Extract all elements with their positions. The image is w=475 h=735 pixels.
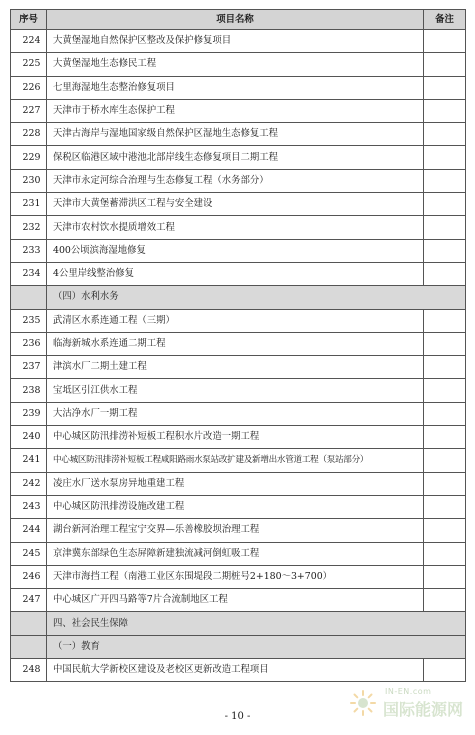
row-remark [424,472,466,495]
header-remark: 备注 [424,10,466,30]
row-no: 241 [11,449,47,472]
table-row [11,542,466,565]
table-row [11,123,466,146]
row-remark [424,565,466,588]
section-title: （一）教育 [47,635,466,658]
row-name: 天津市农村饮水提质增效工程 [47,216,424,239]
table-row [11,216,466,239]
row-name: 宝坻区引江供水工程 [47,379,424,402]
row-name: 大黄堡湿地自然保护区整改及保护修复项目 [47,30,424,53]
page-number: - 10 - [224,711,251,722]
row-name: 4公里岸线整治修复 [47,262,424,285]
row-remark [424,53,466,76]
row-remark [424,542,466,565]
section-title: 四、社会民生保障 [47,612,466,635]
row-name: 武清区水系连通工程（三期） [47,309,424,332]
row-remark [424,402,466,425]
table-row [11,565,466,588]
row-name: 天津古海岸与湿地国家级自然保护区湿地生态修复工程 [47,123,424,146]
row-name: 中心城区广开四马路等7片合流制地区工程 [47,589,424,612]
row-name: 大黄堡湿地生态修民工程 [47,53,424,76]
table-row [11,402,466,425]
sun-logo-icon [349,689,377,717]
row-remark [424,309,466,332]
row-name: 保税区临港区域中港池北部岸线生态修复项目二期工程 [47,146,424,169]
row-name: 400公顷滨海湿地修复 [47,239,424,262]
row-remark [424,379,466,402]
row-remark [424,193,466,216]
table-row [11,472,466,495]
row-remark [424,495,466,518]
row-name: 天津市永定河综合治理与生态修复工程（水务部分） [47,169,424,192]
table-row [11,30,466,53]
section-row-livelihood [11,612,466,635]
row-no: 225 [11,53,47,76]
section-spacer [11,286,47,309]
row-name: 天津市于桥水库生态保护工程 [47,99,424,122]
row-name: 天津市大黄堡蓄滞洪区工程与安全建设 [47,193,424,216]
row-no: 246 [11,565,47,588]
row-remark [424,356,466,379]
row-no: 228 [11,123,47,146]
table-row [11,379,466,402]
table-row [11,449,466,472]
row-name: 京津冀东部绿色生态屏障新建独流减河倒虹吸工程 [47,542,424,565]
watermark-brand: 国际能源网 [383,700,464,719]
row-no: 229 [11,146,47,169]
row-name: 大沽净水厂一期工程 [47,402,424,425]
watermark [349,687,469,721]
table-row [11,53,466,76]
row-remark [424,216,466,239]
row-no: 244 [11,519,47,542]
row-no: 242 [11,472,47,495]
table-row [11,193,466,216]
watermark-site: IN-EN.com [385,687,432,696]
table-row [11,589,466,612]
row-remark [424,449,466,472]
row-no: 248 [11,659,47,682]
row-no: 235 [11,309,47,332]
row-no: 240 [11,426,47,449]
table-row [11,239,466,262]
table-row [11,659,466,682]
row-remark [424,262,466,285]
row-no: 245 [11,542,47,565]
row-name: 凌庄水厂送水泵房异地重建工程 [47,472,424,495]
table-row [11,146,466,169]
table-row [11,495,466,518]
table-row [11,262,466,285]
table-row [11,309,466,332]
table-row [11,332,466,355]
table-row [11,426,466,449]
row-name: 中国民航大学新校区建设及老校区更新改造工程项目 [47,659,424,682]
row-no: 238 [11,379,47,402]
row-no: 236 [11,332,47,355]
row-no: 234 [11,262,47,285]
row-name: 中心城区防汛排涝设施改建工程 [47,495,424,518]
row-remark [424,426,466,449]
row-remark [424,146,466,169]
row-name: 中心城区防汛排涝补短板工程积水片改造一期工程 [47,426,424,449]
row-no: 239 [11,402,47,425]
row-no: 247 [11,589,47,612]
row-no: 226 [11,76,47,99]
row-remark [424,76,466,99]
header-name: 项目名称 [47,10,424,30]
section-row-water [11,286,466,309]
row-name: 七里海湿地生态整治修复项目 [47,76,424,99]
table-row [11,76,466,99]
row-name: 津滨水厂二期土建工程 [47,356,424,379]
row-no: 237 [11,356,47,379]
row-remark [424,332,466,355]
row-remark [424,239,466,262]
table-row [11,356,466,379]
row-no: 227 [11,99,47,122]
section-spacer [11,635,47,658]
row-no: 230 [11,169,47,192]
row-remark [424,519,466,542]
row-remark [424,99,466,122]
row-name: 中心城区防汛排涝补短板工程咸阳路雨水泵站改扩建及新增出水管道工程（泵站部分） [47,449,424,472]
section-spacer [11,612,47,635]
header-no: 序号 [11,10,47,30]
row-remark [424,589,466,612]
row-remark [424,169,466,192]
row-name: 湖台新河治理工程宝宁交界—乐善橡胶坝治理工程 [47,519,424,542]
row-remark [424,30,466,53]
table-header-row [11,10,466,30]
table-row [11,519,466,542]
row-name: 临海新城水系连通二期工程 [47,332,424,355]
row-remark [424,659,466,682]
project-table [10,9,466,682]
row-no: 243 [11,495,47,518]
table-row [11,99,466,122]
table-row [11,169,466,192]
row-no: 232 [11,216,47,239]
row-no: 233 [11,239,47,262]
row-no: 231 [11,193,47,216]
row-remark [424,123,466,146]
section-row-education [11,635,466,658]
row-no: 224 [11,30,47,53]
section-title: （四）水利水务 [47,286,466,309]
row-name: 天津市海挡工程（南港工业区东围堤段二期桩号2+180～3+700） [47,565,424,588]
